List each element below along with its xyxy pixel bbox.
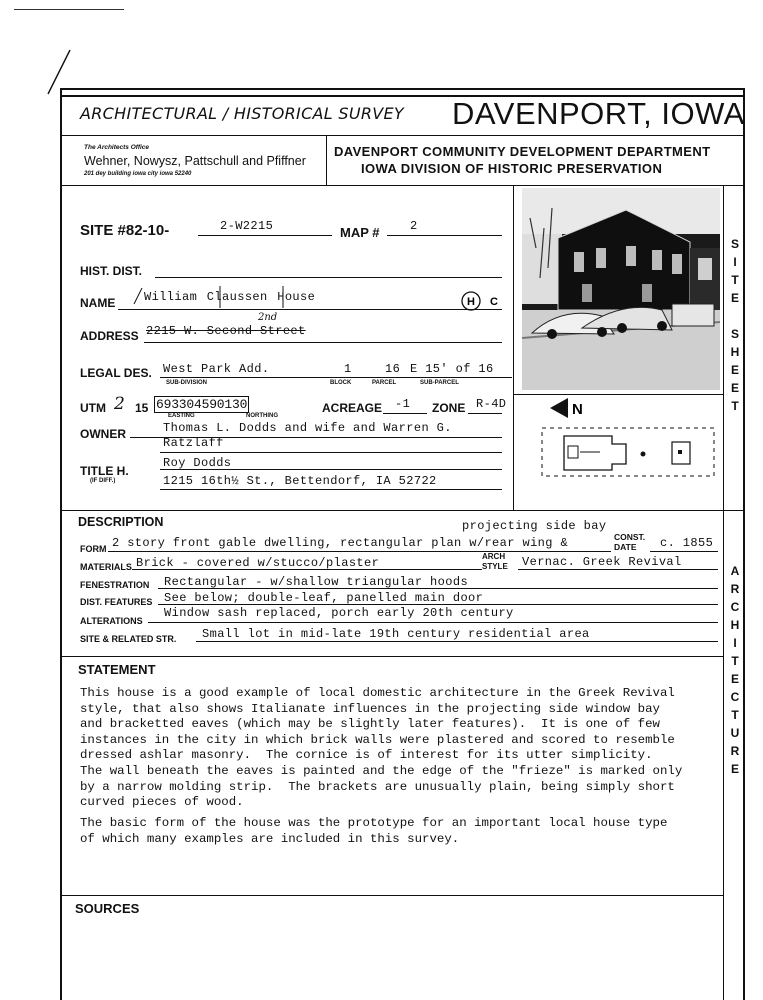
frame-left <box>60 88 62 1000</box>
sub-division-caption: SUB-DIVISION <box>166 380 208 386</box>
parcel-caption: PARCEL <box>372 380 397 386</box>
hist-dist-label: HIST. DIST. <box>80 264 143 278</box>
features-underline <box>158 604 718 605</box>
photo-column-divider <box>513 185 514 510</box>
statement-line: The basic form of the house was the prototype for an important local house type <box>80 816 668 830</box>
site-section-bottom-rule <box>60 510 743 511</box>
statement-line: This house is a good example of local domestic architecture in the Greek Revival <box>80 686 675 700</box>
owner-line-2: Ratzlaff <box>163 436 224 450</box>
stray-mark-top <box>14 9 124 10</box>
dept-line-1: DAVENPORT COMMUNITY DEVELOPMENT DEPARTMENT <box>334 144 711 159</box>
name-label: NAME <box>80 296 116 310</box>
north-label: N <box>572 401 583 418</box>
statement-heading: STATEMENT <box>78 662 156 677</box>
frame-top-rule-outer <box>60 88 743 90</box>
map-label: MAP # <box>340 225 380 240</box>
title-holder-label: TITLE H. <box>80 464 129 478</box>
fenestration-underline <box>158 588 718 589</box>
side-label-site-sheet: S I T E S H E E T <box>730 237 740 413</box>
svg-text:H: H <box>467 296 475 308</box>
northing-caption: NORTHING <box>246 413 278 419</box>
easting-caption: EASTING <box>168 413 195 419</box>
site-related-label: SITE & RELATED STR. <box>80 634 177 644</box>
materials-value: Brick - covered w/stucco/plaster <box>136 556 380 570</box>
utm-easting-digits: 693304590130 <box>156 397 248 412</box>
features-value: See below; double-leaf, panelled main door <box>164 591 484 605</box>
legal-block: 1 <box>344 362 352 376</box>
site-number-value: 2-W2215 <box>220 219 274 233</box>
statement-line: by a narrow molding strip. The brackets are unusually plain, being simply short <box>80 779 675 794</box>
utm-15: 15 <box>135 401 149 415</box>
title-holder-line-2: 1215 16th½ St., Bettendorf, IA 52722 <box>163 474 437 488</box>
office-small-label: The Architects Office <box>84 144 150 151</box>
acreage-label: ACREAGE <box>322 401 383 415</box>
sources-heading: SOURCES <box>75 901 140 916</box>
office-name: Wehner, Nowysz, Pattschull and Pfiffner <box>84 154 306 168</box>
arch-style-underline <box>518 569 718 570</box>
photo-bottom-rule <box>513 394 723 395</box>
const-date-value: c. 1855 <box>660 536 714 550</box>
form-label: FORM <box>80 544 107 554</box>
description-bottom-rule <box>60 656 723 657</box>
address-label: ADDRESS <box>80 329 139 343</box>
map-value: 2 <box>410 219 418 233</box>
title-holder-underline-2 <box>160 489 502 490</box>
city-title: DAVENPORT, IOWA <box>452 96 745 131</box>
frame-content-right <box>723 185 724 1000</box>
house-photo-drawing <box>522 188 720 390</box>
header-divider <box>60 135 743 136</box>
form-underline <box>108 551 611 552</box>
title-holder-sub: (IF DIFF.) <box>90 478 116 484</box>
owner-underline-2 <box>160 452 502 453</box>
zone-label: ZONE <box>432 401 466 415</box>
title-holder-underline-1 <box>160 469 502 470</box>
site-plan-sketch <box>540 422 718 482</box>
fenestration-value: Rectangular - w/shallow triangular hoods <box>164 575 469 589</box>
address-underline <box>144 342 502 343</box>
header-bottom-rule <box>60 185 743 186</box>
statement-line: The wall beneath the eaves is painted and the edge of the "frieze" is marked only <box>80 763 683 778</box>
materials-underline <box>132 569 482 570</box>
zone-value: R-4D <box>476 397 507 411</box>
legal-underline <box>160 377 512 378</box>
title-holder-line-1: Roy Dodds <box>163 456 232 470</box>
utm-zone: 2 <box>114 394 125 414</box>
site-related-value: Small lot in mid-late 19th century residential area <box>202 627 590 641</box>
office-address: 201 dey building iowa city iowa 52240 <box>84 171 192 177</box>
owner-line-1: Thomas L. Dodds and wife and Warren G. <box>163 421 452 435</box>
name-underline <box>118 309 502 310</box>
subparcel-caption: SUB-PARCEL <box>420 380 459 386</box>
house-photo <box>522 188 720 390</box>
frame-right <box>743 88 745 1000</box>
const-date-label: CONST. DATE <box>614 532 646 552</box>
address-value: 2215 W. Second Street <box>146 324 306 338</box>
form-continuation: projecting side bay <box>462 519 607 533</box>
form-value: 2 story front gable dwelling, rectangular plan w/rear wing & <box>112 536 569 550</box>
statement-line: style, that also shows Italianate influences in the projecting side window bay <box>80 701 660 716</box>
owner-label: OWNER <box>80 427 126 441</box>
acreage-underline <box>383 413 427 414</box>
arch-style-value: Vernac. Greek Revival <box>522 555 682 569</box>
statement-line: and bracketted eaves (which may be slightly later features). It is one of few <box>80 717 660 732</box>
legal-label: LEGAL DES. <box>80 366 152 380</box>
block-caption: BLOCK <box>330 380 352 386</box>
legal-subdivision: West Park Add. <box>163 362 270 376</box>
site-number-underline <box>198 235 332 236</box>
survey-title: ARCHITECTURAL / HISTORICAL SURVEY <box>80 104 405 123</box>
acreage-value: -1 <box>395 397 411 411</box>
alterations-label: ALTERATIONS <box>80 616 143 626</box>
description-heading: DESCRIPTION <box>78 515 164 529</box>
hist-dist-underline <box>155 277 502 278</box>
name-marks <box>460 290 504 312</box>
arch-style-label: ARCH STYLE <box>482 552 508 571</box>
header-vertical-divider <box>326 135 327 185</box>
features-label: DIST. FEATURES <box>80 597 153 607</box>
site-number-label: SITE #82-10- <box>80 222 170 239</box>
statement-line: of which many examples are included in this survey. <box>80 831 460 846</box>
statement-paragraph-2 <box>80 816 667 847</box>
map-underline <box>387 235 502 236</box>
alterations-value: Window sash replaced, porch early 20th century <box>164 606 514 620</box>
materials-label: MATERIALS <box>80 562 132 572</box>
utm-label: UTM <box>80 401 106 415</box>
statement-line: instances in the city in which brick walls were plastered and scored to resemble <box>80 732 675 747</box>
north-arrow-icon <box>548 396 592 422</box>
fenestration-label: FENESTRATION <box>80 580 150 590</box>
side-label-architecture: A R C H I T E C T U R E <box>730 564 740 776</box>
svg-text:C: C <box>490 296 498 308</box>
const-date-underline <box>650 551 718 552</box>
statement-paragraph-1 <box>80 686 682 811</box>
name-value: William Claussen House <box>144 290 316 304</box>
sources-top-rule <box>60 895 723 896</box>
statement-line: curved pieces of wood. <box>80 795 244 810</box>
site-related-underline <box>196 641 718 642</box>
address-correction: 2nd <box>258 312 278 323</box>
legal-parcel: 16 <box>385 362 401 376</box>
zone-underline <box>468 413 502 414</box>
legal-subparcel: E 15' of 16 <box>410 362 494 376</box>
stray-mark-slash <box>44 48 74 98</box>
statement-line: dressed ashlar masonry. The cornice is of interest for its utter simplicity. <box>80 748 653 763</box>
alterations-underline <box>148 622 718 623</box>
dept-line-2: IOWA DIVISION OF HISTORIC PRESERVATION <box>361 161 663 176</box>
